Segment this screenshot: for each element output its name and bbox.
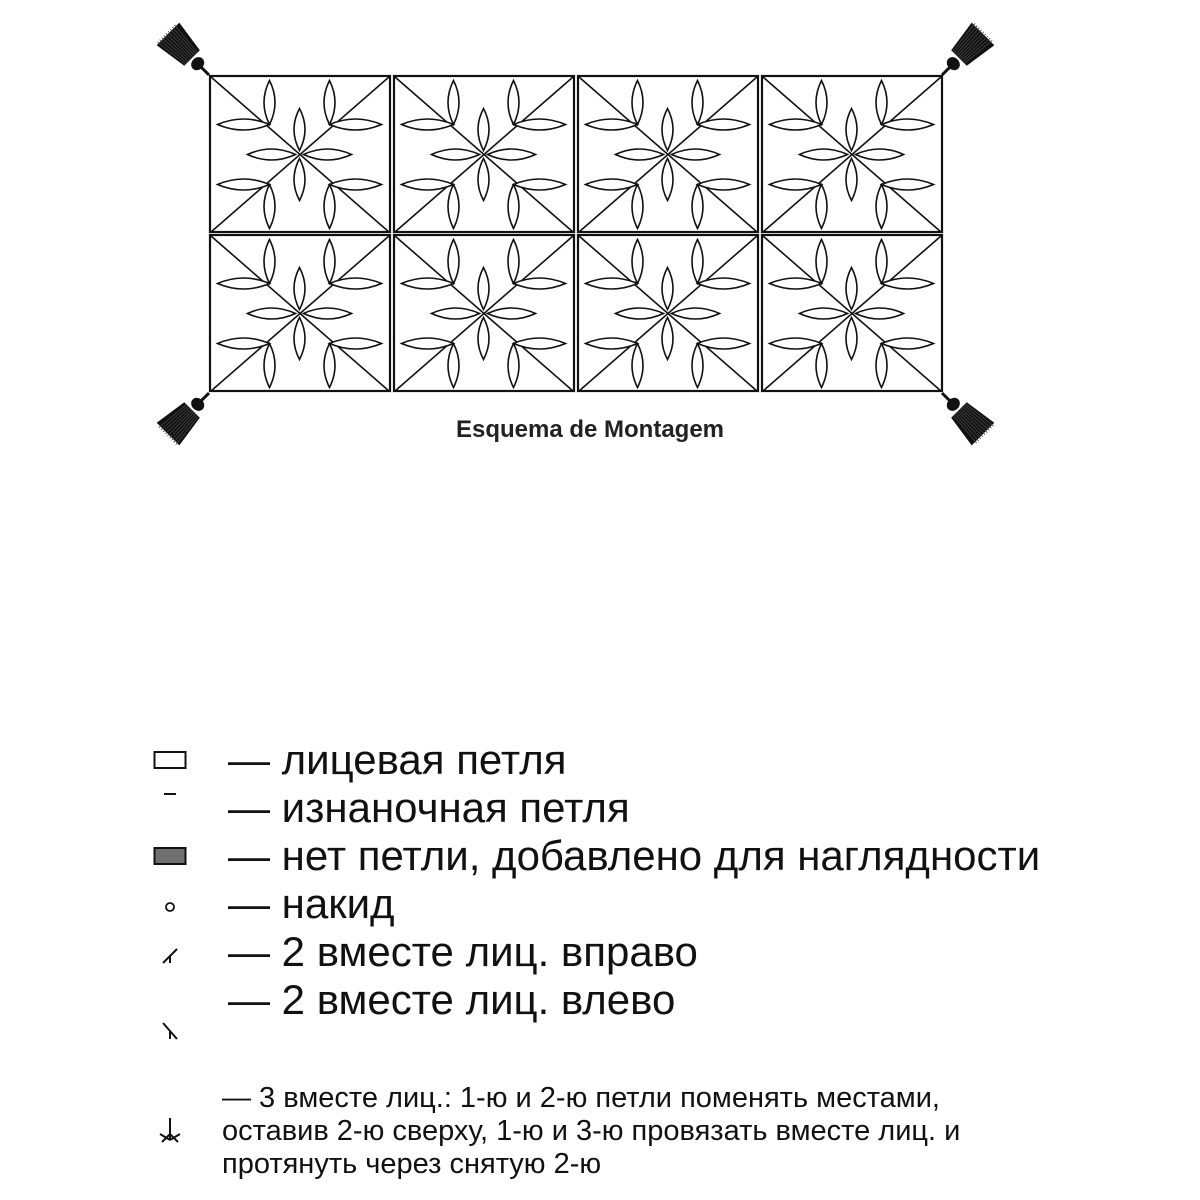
motif-square	[578, 235, 758, 391]
legend-text-k2tog-left: — 2 вместе лиц. влево	[228, 976, 676, 1023]
legend-text-yarn-over: — накид	[228, 880, 395, 927]
motif-square	[210, 76, 390, 232]
three-together-note	[222, 1082, 1182, 1181]
motif-square	[394, 76, 574, 232]
motif-square	[210, 235, 390, 391]
right-slant-symbol	[150, 942, 190, 968]
motif-grid	[210, 76, 942, 391]
motif-square	[578, 76, 758, 232]
legend-text-k2tog-right: — 2 вместе лиц. вправо	[228, 928, 698, 975]
diagram-caption: Esquema de Montagem	[455, 416, 725, 443]
three-together-symbol	[150, 1112, 190, 1148]
left-slant-symbol	[150, 1016, 190, 1046]
legend-text-knit: — лицевая петля	[228, 736, 567, 783]
motif-square	[762, 235, 942, 391]
grey-box-symbol	[150, 843, 190, 869]
circle-symbol	[150, 894, 190, 920]
assembly-diagram	[0, 0, 1200, 470]
legend-text-no-stitch: — нет петли, добавлено для наглядности	[228, 832, 1041, 879]
dash-symbol	[150, 784, 190, 804]
white-box-symbol	[150, 747, 190, 773]
motif-square	[394, 235, 574, 391]
legend-text-purl: — изнаночная петля	[228, 784, 630, 831]
note-line-2: оставив 2-ю сверху, 1-ю и 3-ю провязать вместе лиц. и	[222, 1115, 961, 1147]
note-line-3: протянуть через снятую 2-ю	[222, 1148, 602, 1180]
note-line-1: — 3 вместе лиц.: 1-ю и 2-ю петли поменять местами,	[222, 1082, 940, 1114]
motif-square	[762, 76, 942, 232]
